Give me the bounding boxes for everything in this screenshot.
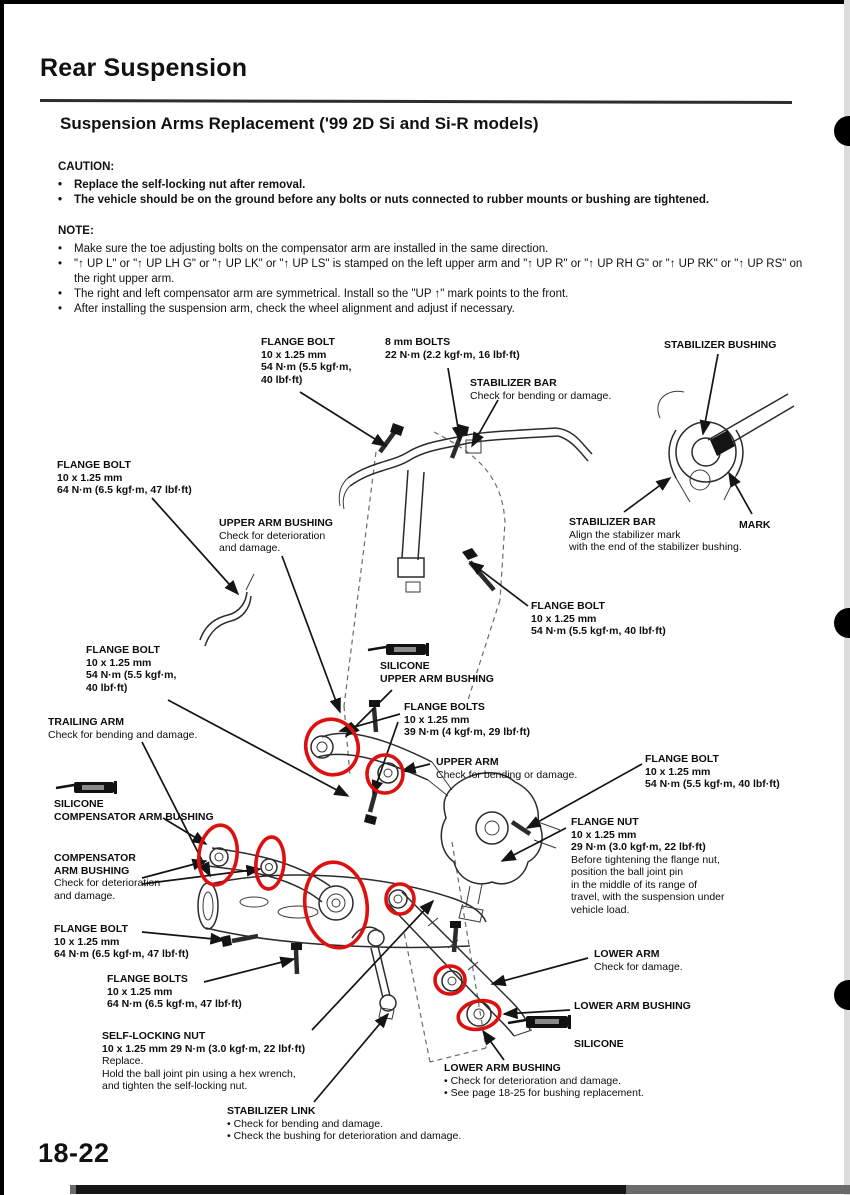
label-lower-arm: LOWER ARM Check for damage. — [594, 948, 683, 973]
label-lower-arm-bushing-bottom: LOWER ARM BUSHING • Check for deterioration and damage. • See page 18-25 for bushing replacement. — [444, 1062, 644, 1099]
label-silicone-compensator: SILICONE COMPENSATOR ARM BUSHING — [54, 798, 214, 823]
label-flange-bolt-right: FLANGE BOLT 10 x 1.25 mm 54 N·m (5.5 kgf·m, 40 lbf·ft) — [645, 753, 780, 790]
section-title: Suspension Arms Replacement ('99 2D Si and Si-R models) — [60, 114, 539, 133]
label-flange-nut: FLANGE NUT 10 x 1.25 mm 29 N·m (3.0 kgf·m, 22 lbf·ft) Before tightening the flange nut, position the ball joint pin in the middle of its range of travel, with the suspension under vehicle load. — [571, 816, 725, 916]
label-flange-bolt-upper-left: FLANGE BOLT 10 x 1.25 mm 64 N·m (6.5 kgf·m, 47 lbf·ft) — [57, 459, 192, 496]
label-8mm-bolts: 8 mm BOLTS 22 N·m (2.2 kgf·m, 16 lbf·ft) — [385, 336, 520, 361]
label-stabilizer-bar-top: STABILIZER BAR Check for bending or damage. — [470, 377, 612, 402]
grease-tube-icon — [56, 781, 117, 794]
label-flange-bolt-lower-left: FLANGE BOLT 10 x 1.25 mm 64 N·m (6.5 kgf·m, 47 lbf·ft) — [54, 923, 189, 960]
label-lower-arm-bushing-right: LOWER ARM BUSHING — [574, 1000, 691, 1012]
label-stabilizer-link: STABILIZER LINK • Check for bending and damage. • Check the bushing for deterioration and damage. — [227, 1105, 462, 1142]
caution-heading: CAUTION: — [58, 161, 115, 173]
label-compensator-arm-bushing: COMPENSATOR ARM BUSHING Check for deterioration and damage. — [54, 852, 161, 902]
phantom-outline — [344, 432, 505, 1062]
label-upper-arm-bushing-left: UPPER ARM BUSHING Check for deterioration and damage. — [219, 517, 333, 554]
note-heading: NOTE: — [58, 225, 94, 237]
label-flange-bolts-upper-arm: FLANGE BOLTS 10 x 1.25 mm 39 N·m (4 kgf·m, 29 lbf·ft) — [404, 701, 531, 738]
label-stabilizer-bar-right: STABILIZER BAR Align the stabilizer mark with the end of the stabilizer bushing. — [569, 516, 742, 553]
red-circle-annotation — [299, 858, 372, 952]
left-bracket-sketch — [200, 574, 254, 646]
stabilizer-bar-sketch — [339, 423, 592, 509]
red-circle-annotation — [298, 712, 366, 782]
caution-items: • Replace the self-locking nut after removal. • The vehicle should be on the ground before any bolts or nuts connected to rubber mounts or bushing are tightened. — [58, 179, 710, 206]
grease-tube-icon — [508, 1015, 571, 1029]
label-silicone-lower: SILICONE — [574, 1038, 624, 1050]
label-self-locking-nut: SELF-LOCKING NUT 10 x 1.25 mm 29 N·m (3.0 kgf·m, 22 lbf·ft) Replace. Hold the ball joint pin using a hex wrench, and tighten the self-locking nut. — [102, 1030, 306, 1092]
label-upper-arm: UPPER ARM Check for bending or damage. — [436, 756, 578, 781]
upper-arm-sketch — [311, 733, 452, 825]
label-silicone-upper-arm-bushing: SILICONE UPPER ARM BUSHING — [380, 660, 494, 685]
trailing-arm-sketch — [198, 875, 486, 947]
center-bracket-sketch — [369, 470, 494, 732]
note-items: • Make sure the toe adjusting bolts on the compensator arm are installed in the same direction. • "↑ UP L" or "↑ UP LH G" or "↑ UP LK" or "↑ UP LS" is stamped on the left upper arm and "↑ UP R" or "↑ UP RH G" or "↑ UP RK" or "↑ UP RS" on the right upper arm. • The right and left compensator arm are symmetrical. Install so the "UP ↑" mark points to the front. • After installing the suspension arm, check the wheel alignment and adjust if necessary. — [58, 243, 803, 315]
page-number: 18-22 — [38, 1138, 110, 1168]
label-flange-bolt-top: FLANGE BOLT 10 x 1.25 mm 54 N·m (5.5 kgf·m, 40 lbf·ft) — [261, 336, 352, 386]
grease-tube-icon — [368, 643, 429, 656]
label-mark: MARK — [739, 519, 771, 531]
label-flange-bolts-lower: FLANGE BOLTS 10 x 1.25 mm 64 N·m (6.5 kgf·m, 47 lbf·ft) — [107, 973, 242, 1010]
red-circle-annotation — [195, 823, 241, 888]
label-stabilizer-bushing: STABILIZER BUSHING — [664, 339, 777, 351]
chapter-title: Rear Suspension — [40, 54, 248, 82]
knuckle-sketch — [441, 773, 560, 922]
label-flange-bolt-mid-left: FLANGE BOLT 10 x 1.25 mm 54 N·m (5.5 kgf·m, 40 lbf·ft) — [86, 644, 177, 694]
label-trailing-arm: TRAILING ARM Check for bending and damage. — [48, 716, 198, 741]
stabilizer-bushing-sketch — [658, 391, 794, 502]
stabilizer-link-sketch — [352, 927, 396, 1019]
label-flange-bolt-mid-right: FLANGE BOLT 10 x 1.25 mm 54 N·m (5.5 kgf·m, 40 lbf·ft) — [531, 600, 666, 637]
